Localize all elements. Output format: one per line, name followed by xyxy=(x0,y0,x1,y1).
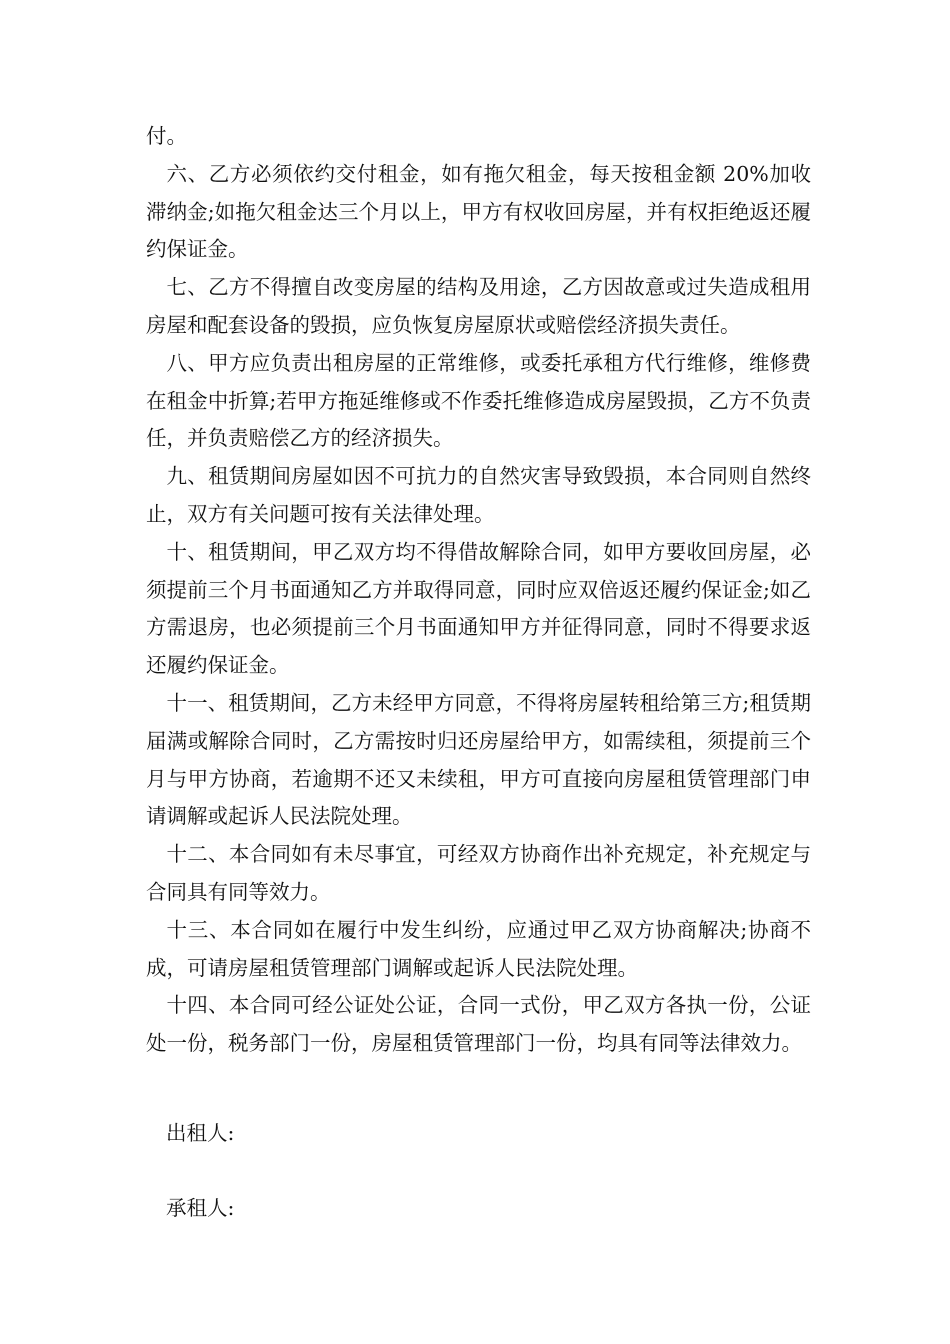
clause-6: 六、乙方必须依约交付租金，如有拖欠租金，每天按租金额 20%加收滞纳金;如拖欠租金达三个月以上，甲方有权收回房屋，并有权拒绝返还履约保证金。 xyxy=(146,161,811,262)
clause-8: 八、甲方应负责出租房屋的正常维修，或委托承租方代行维修，维修费在租金中折算;若甲方拖延维修或不作委托维修造成房屋毁损，乙方不负责任，并负责赔偿乙方的经济损失。 xyxy=(146,350,811,451)
clause-13: 十三、本合同如在履行中发生纠纷，应通过甲乙双方协商解决;协商不成，可请房屋租赁管理部门调解或起诉人民法院处理。 xyxy=(146,917,811,980)
clause-10: 十、租赁期间，甲乙双方均不得借故解除合同，如甲方要收回房屋，必须提前三个月书面通知乙方并取得同意，同时应双倍返还履约保证金;如乙方需退房，也必须提前三个月书面通知甲方并征得同意，同时不得要求返还履约保证金。 xyxy=(146,539,811,678)
lessor-signature-label: 出租人: xyxy=(166,1121,235,1145)
clause-9: 九、租赁期间房屋如因不可抗力的自然灾害导致毁损，本合同则自然终止，双方有关问题可按有关法律处理。 xyxy=(146,464,811,526)
contract-body xyxy=(146,118,811,1063)
paragraph-continued: 付。 xyxy=(146,124,187,148)
clause-7: 七、乙方不得擅自改变房屋的结构及用途，乙方因故意或过失造成租用房屋和配套设备的毁损，应负恢复房屋原状或赔偿经济损失责任。 xyxy=(146,275,811,337)
clause-14: 十四、本合同可经公证处公证，合同一式份，甲乙双方各执一份，公证处一份，税务部门一份，房屋租赁管理部门一份，均具有同等法律效力。 xyxy=(146,993,811,1056)
clause-12: 十二、本合同如有未尽事宜，可经双方协商作出补充规定，补充规定与合同具有同等效力。 xyxy=(146,842,811,904)
clause-11: 十一、租赁期间，乙方未经甲方同意，不得将房屋转租给第三方;租赁期届满或解除合同时，乙方需按时归还房屋给甲方，如需续租，须提前三个月与甲方协商，若逾期不还又未续租，甲方可直接向房屋租赁管理部门申请调解或起诉人民法院处理。 xyxy=(146,690,811,829)
lessee-signature-label: 承租人: xyxy=(166,1196,235,1220)
